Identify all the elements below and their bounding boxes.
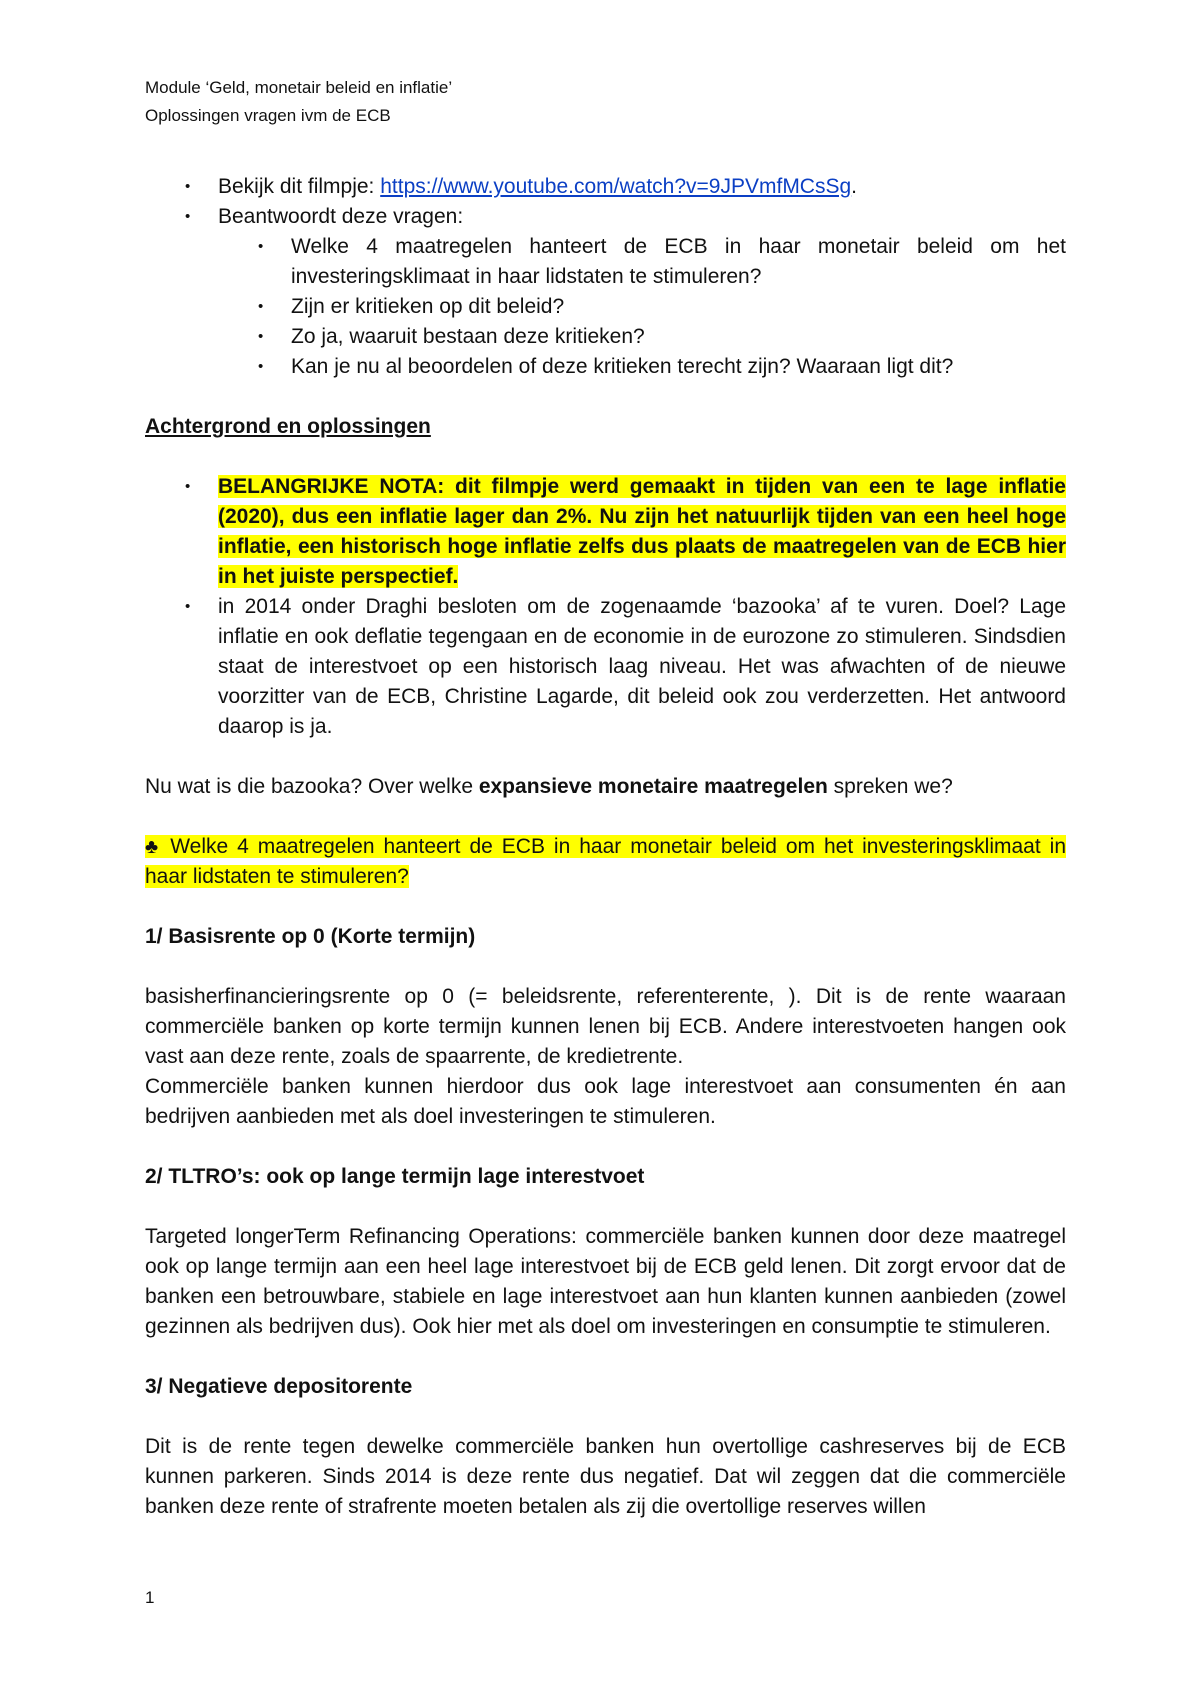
section-1-paragraph-2: Commerciële banken kunnen hierdoor dus ook lage interestvoet aan consumenten én aan bedrijven aanbieden met als doel investeringen te stimuleren. (145, 1075, 1066, 1128)
section-2-paragraph-1: Targeted longerTerm Refinancing Operations: commerciële banken kunnen door deze maatregel ook op lange termijn aan een heel lage interestvoet bij de ECB geld lenen. Dit zorgt ervoor dat de banken een betrouwbare, stabiele en lage interestvoet aan hun klanten kunnen aanbieden (zowel gezinnen als bedrijven dus). Ook hier met als doel om investeringen en consumptie te stimuleren. (145, 1225, 1066, 1338)
intro-item-questions (145, 202, 1066, 232)
bazooka-paragraph (145, 772, 1066, 802)
bullet-icon: • (258, 358, 264, 375)
section-3-paragraph-1: Dit is de rente tegen dewelke commerciële banken hun overtollige cashreserves bij de ECB kunnen parkeren. Sinds 2014 is deze rente dus negatief. Dat wil zeggen dat die commerciële banken deze rente of strafrente moeten betalen als zij die overtollige reserves willen (145, 1435, 1066, 1518)
page-number: 1 (145, 1588, 155, 1607)
intro-item-questions-text: Beantwoordt deze vragen: (218, 205, 464, 228)
section-heading-background: Achtergrond en oplossingen (145, 415, 431, 438)
bullet-icon: • (185, 598, 191, 615)
bullet-icon: • (258, 298, 264, 315)
highlighted-question-text: Welke 4 maatregelen hanteert de ECB in haar monetair beleid om het investeringsklimaat in haar lidstaten te stimuleren? (145, 835, 1066, 888)
important-note-item (145, 472, 1066, 592)
bazooka-bold: expansieve monetaire maatregelen (478, 775, 828, 798)
club-icon: ♣ (145, 836, 162, 858)
question-text: Zijn er kritieken op dit beleid? (291, 295, 565, 318)
document-body (145, 172, 1066, 1522)
question-item (145, 232, 1066, 292)
header-module-title: Module ‘Geld, monetair beleid en inflatie’ (145, 78, 453, 97)
question-text: Zo ja, waaruit bestaan deze kritieken? (291, 325, 645, 348)
section-1-title: 1/ Basisrente op 0 (Korte termijn) (145, 925, 476, 948)
highlighted-question (145, 832, 1066, 892)
draghi-text: in 2014 onder Draghi besloten om de zogenaamde ‘bazooka’ af te vuren. Doel? Lage inflatie en ook deflatie tegengaan en de economie in de eurozone zo stimuleren. Sindsdien staat de interestvoet op een historisch laag niveau. Het was afwachten of de nieuwe voorzitter van de ECB, Christine Lagarde, dit beleid ook zou verderzetten. Het antwoord daarop is ja. (218, 595, 1066, 738)
bazooka-prefix: Nu wat is die bazooka? Over welke (145, 775, 479, 798)
question-text: Kan je nu al beoordelen of deze kritieken terecht zijn? Waaraan ligt dit? (291, 355, 954, 378)
bullet-icon: • (258, 328, 264, 345)
bullet-icon: • (185, 208, 191, 225)
question-text: Welke 4 maatregelen hanteert de ECB in haar monetair beleid om het investeringsklimaat in haar lidstaten te stimuleren? (291, 235, 1066, 288)
document-header (145, 74, 452, 130)
draghi-item (145, 592, 1066, 742)
important-note-text: BELANGRIJKE NOTA: dit filmpje werd gemaakt in tijden van een te lage inflatie (2020), dus een inflatie lager dan 2%. Nu zijn het natuurlijk tijden van een heel hoge inflatie, een historisch hoge inflatie zelfs dus plaats de maatregelen van de ECB hier in het juiste perspectief. (218, 475, 1066, 588)
intro-item-video-text: Bekijk dit filmpje: (218, 175, 381, 198)
youtube-link[interactable]: https://www.youtube.com/watch?v=9JPVmfMCsSg (380, 175, 852, 198)
question-item (145, 322, 1066, 352)
bullet-icon: • (185, 178, 191, 195)
intro-item-video (145, 172, 1066, 202)
section-3-title: 3/ Negatieve depositorente (145, 1375, 413, 1398)
intro-item-video-end: . (851, 175, 858, 198)
bullet-icon: • (185, 478, 191, 495)
section-1-paragraph-1: basisherfinancieringsrente op 0 (= beleidsrente, referenterente, ). Dit is de rente waaraan commerciële banken op korte termijn kunnen lenen bij ECB. Andere interestvoeten hangen ook vast aan deze rente, zoals de spaarrente, de kredietrente. (145, 985, 1066, 1068)
header-subtitle: Oplossingen vragen ivm de ECB (145, 106, 391, 125)
bullet-icon: • (258, 238, 264, 255)
bazooka-suffix: spreken we? (827, 775, 953, 798)
section-2-title: 2/ TLTRO’s: ook op lange termijn lage interestvoet (145, 1165, 645, 1188)
question-item (145, 352, 1066, 382)
question-item (145, 292, 1066, 322)
